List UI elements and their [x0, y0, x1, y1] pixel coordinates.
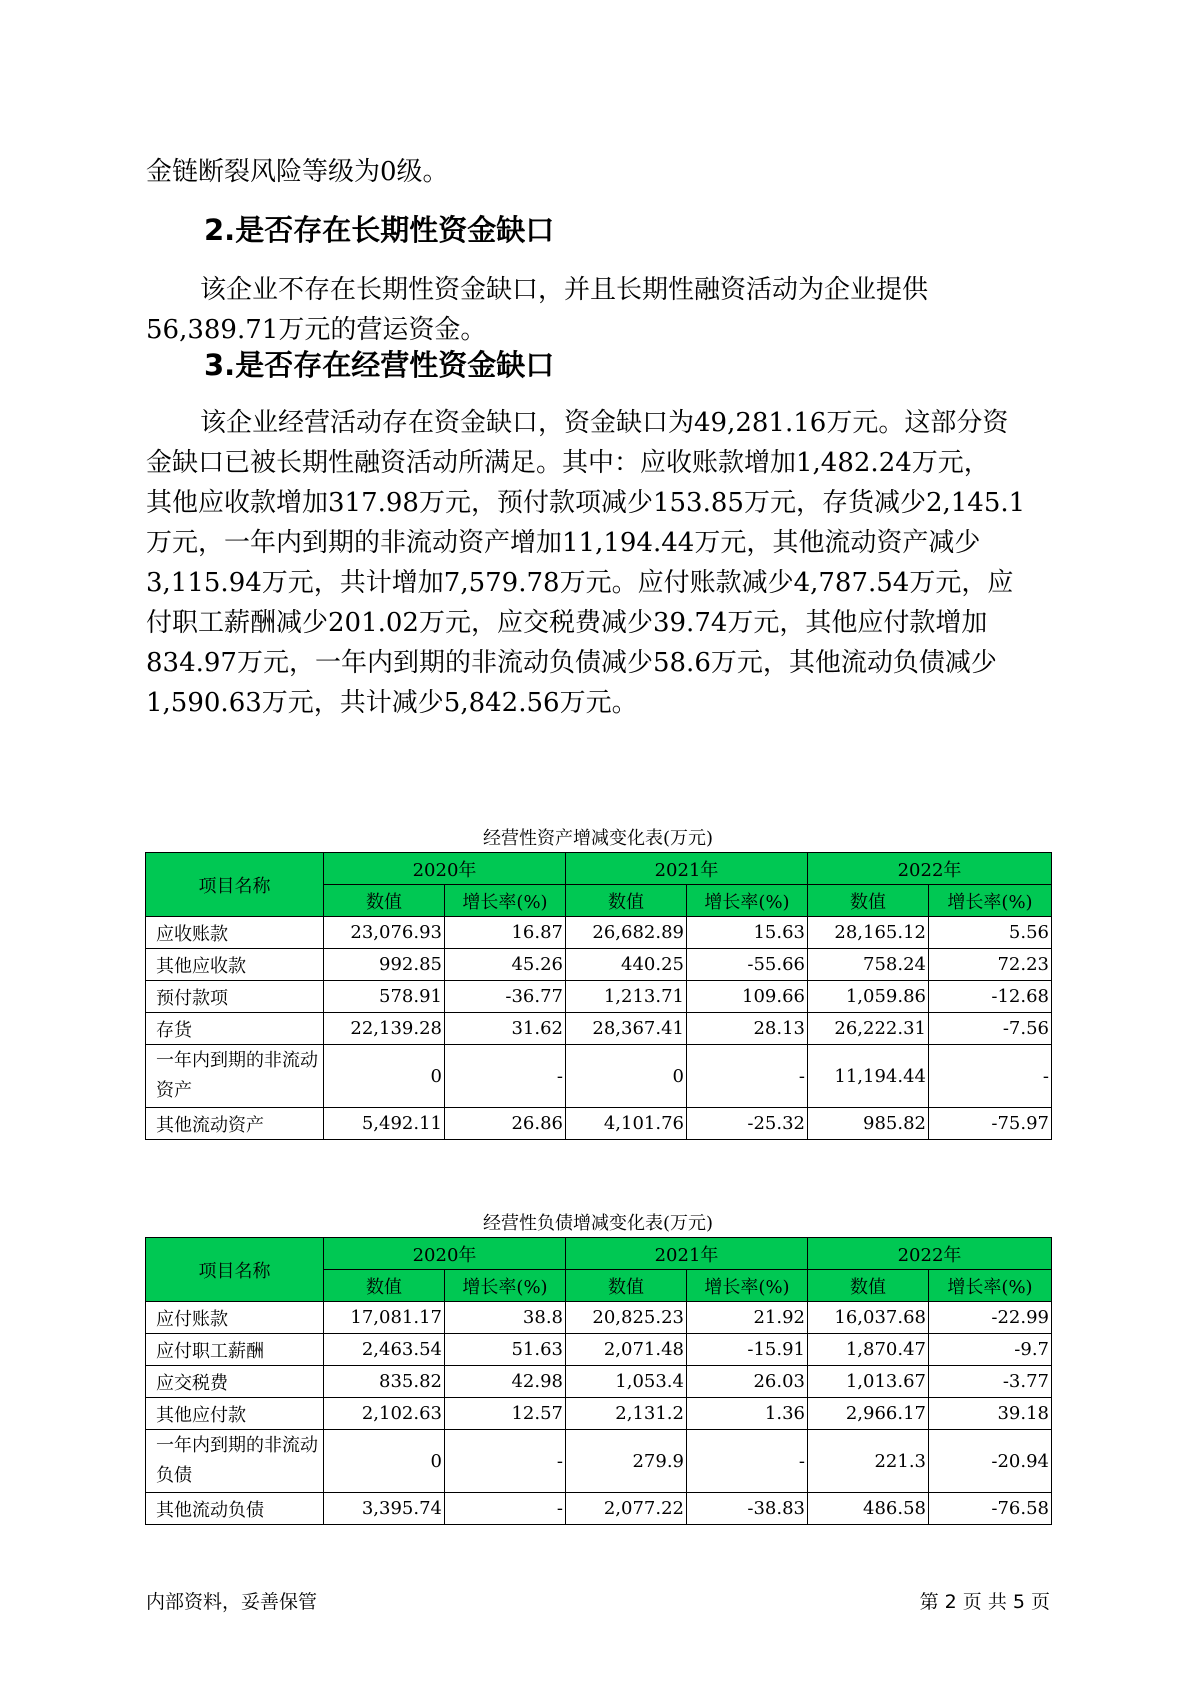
row-name: 其他应收款	[146, 949, 324, 981]
intro-paragraph	[146, 152, 1046, 192]
cell: -	[445, 1493, 566, 1525]
section2-line: 该企业不存在长期性资金缺口，并且长期性融资活动为企业提供	[200, 275, 929, 305]
header-value: 数值	[808, 885, 929, 917]
cell: 2,102.63	[324, 1398, 445, 1430]
cell: 2,077.22	[566, 1493, 687, 1525]
cell: 38.8	[445, 1302, 566, 1334]
row-name: 应交税费	[146, 1366, 324, 1398]
cell: 1.36	[687, 1398, 808, 1430]
cell: 3,395.74	[324, 1493, 445, 1525]
header-year: 2020年	[324, 853, 566, 885]
cell: 2,463.54	[324, 1334, 445, 1366]
header-year: 2022年	[808, 853, 1052, 885]
cell: 21.92	[687, 1302, 808, 1334]
cell: 279.9	[566, 1430, 687, 1493]
section3-line: 834.97万元，一年内到期的非流动负债减少58.6万元，其他流动负债减少	[146, 648, 997, 678]
header-value: 数值	[324, 1270, 445, 1302]
cell: -55.66	[687, 949, 808, 981]
assets-table-caption: 经营性资产增减变化表(万元)	[482, 828, 714, 849]
section3-paragraph	[146, 403, 1046, 723]
cell: 1,213.71	[566, 981, 687, 1013]
assets-table	[145, 852, 1052, 1140]
cell: 0	[324, 1045, 445, 1108]
header-item-name: 项目名称	[146, 1238, 324, 1302]
cell: 5,492.11	[324, 1108, 445, 1140]
cell: 109.66	[687, 981, 808, 1013]
cell: 20,825.23	[566, 1302, 687, 1334]
table-row	[146, 1108, 1052, 1140]
cell: 2,966.17	[808, 1398, 929, 1430]
row-name: 预付款项	[146, 981, 324, 1013]
cell: 72.23	[929, 949, 1052, 981]
cell: 26,682.89	[566, 917, 687, 949]
header-rate: 增长率(%)	[687, 885, 808, 917]
cell: 992.85	[324, 949, 445, 981]
cell: 45.26	[445, 949, 566, 981]
cell: 835.82	[324, 1366, 445, 1398]
cell: -3.77	[929, 1366, 1052, 1398]
cell: 22,139.28	[324, 1013, 445, 1045]
header-year: 2021年	[566, 853, 808, 885]
section2-heading: 2.是否存在长期性资金缺口	[204, 213, 555, 247]
cell: -12.68	[929, 981, 1052, 1013]
cell: 23,076.93	[324, 917, 445, 949]
row-name: 其他应付款	[146, 1398, 324, 1430]
cell: 26.03	[687, 1366, 808, 1398]
row-name: 其他流动负债	[146, 1493, 324, 1525]
table-row	[146, 1366, 1052, 1398]
table-row	[146, 1493, 1052, 1525]
row-name: 应付职工薪酬	[146, 1334, 324, 1366]
cell: 2,071.48	[566, 1334, 687, 1366]
section3-line: 付职工薪酬减少201.02万元，应交税费减少39.74万元，其他应付款增加	[146, 608, 988, 638]
header-value: 数值	[808, 1270, 929, 1302]
footer-confidential: 内部资料，妥善保管	[146, 1591, 318, 1613]
cell: -	[687, 1045, 808, 1108]
table-row	[146, 1013, 1052, 1045]
cell: 1,053.4	[566, 1366, 687, 1398]
cell: -	[445, 1430, 566, 1493]
cell: -20.94	[929, 1430, 1052, 1493]
section3-line: 该企业经营活动存在资金缺口，资金缺口为49,281.16万元。这部分资	[200, 408, 1009, 438]
section3-line: 金缺口已被长期性融资活动所满足。其中：应收账款增加1,482.24万元，	[146, 448, 990, 478]
cell: 985.82	[808, 1108, 929, 1140]
cell: 17,081.17	[324, 1302, 445, 1334]
cell: -25.32	[687, 1108, 808, 1140]
liabilities-table-caption: 经营性负债增减变化表(万元)	[482, 1213, 714, 1234]
section3-line: 1,590.63万元，共计减少5,842.56万元。	[146, 688, 638, 718]
liabilities-table	[145, 1237, 1052, 1525]
table-row	[146, 1045, 1052, 1108]
cell: 16.87	[445, 917, 566, 949]
cell: 26,222.31	[808, 1013, 929, 1045]
header-item-name: 项目名称	[146, 853, 324, 917]
header-value: 数值	[566, 1270, 687, 1302]
table-row	[146, 917, 1052, 949]
cell: 16,037.68	[808, 1302, 929, 1334]
table-row	[146, 949, 1052, 981]
cell: -36.77	[445, 981, 566, 1013]
cell: 0	[324, 1430, 445, 1493]
table-row	[146, 1334, 1052, 1366]
cell: -	[929, 1045, 1052, 1108]
row-name: 其他流动资产	[146, 1108, 324, 1140]
cell: 2,131.2	[566, 1398, 687, 1430]
header-value: 数值	[566, 885, 687, 917]
cell: 221.3	[808, 1430, 929, 1493]
cell: 39.18	[929, 1398, 1052, 1430]
cell: -38.83	[687, 1493, 808, 1525]
header-rate: 增长率(%)	[929, 1270, 1052, 1302]
row-name: 一年内到期的非流动负债	[146, 1430, 324, 1493]
cell: 15.63	[687, 917, 808, 949]
cell: 1,059.86	[808, 981, 929, 1013]
cell: -	[445, 1045, 566, 1108]
cell: 0	[566, 1045, 687, 1108]
cell: 1,013.67	[808, 1366, 929, 1398]
table-row	[146, 1302, 1052, 1334]
table-row	[146, 981, 1052, 1013]
cell: 4,101.76	[566, 1108, 687, 1140]
header-value: 数值	[324, 885, 445, 917]
cell: -22.99	[929, 1302, 1052, 1334]
section3-line: 万元，一年内到期的非流动资产增加11,194.44万元，其他流动资产减少	[146, 528, 981, 558]
header-year: 2022年	[808, 1238, 1052, 1270]
cell: 12.57	[445, 1398, 566, 1430]
cell: 11,194.44	[808, 1045, 929, 1108]
table-row	[146, 1430, 1052, 1493]
row-name: 应收账款	[146, 917, 324, 949]
header-rate: 增长率(%)	[687, 1270, 808, 1302]
header-rate: 增长率(%)	[929, 885, 1052, 917]
cell: 28,165.12	[808, 917, 929, 949]
cell: 1,870.47	[808, 1334, 929, 1366]
cell: 28.13	[687, 1013, 808, 1045]
cell: 51.63	[445, 1334, 566, 1366]
cell: -75.97	[929, 1108, 1052, 1140]
cell: 758.24	[808, 949, 929, 981]
cell: -15.91	[687, 1334, 808, 1366]
row-name: 应付账款	[146, 1302, 324, 1334]
header-rate: 增长率(%)	[445, 885, 566, 917]
header-year: 2021年	[566, 1238, 808, 1270]
cell: 5.56	[929, 917, 1052, 949]
section3-line: 其他应收款增加317.98万元，预付款项减少153.85万元，存货减少2,145.1	[146, 488, 1026, 518]
cell: -76.58	[929, 1493, 1052, 1525]
row-name: 存货	[146, 1013, 324, 1045]
cell: 486.58	[808, 1493, 929, 1525]
cell: 440.25	[566, 949, 687, 981]
cell: 26.86	[445, 1108, 566, 1140]
cell: 42.98	[445, 1366, 566, 1398]
section3-heading: 3.是否存在经营性资金缺口	[204, 348, 555, 382]
section2-paragraph	[146, 270, 1046, 350]
row-name: 一年内到期的非流动资产	[146, 1045, 324, 1108]
cell: -7.56	[929, 1013, 1052, 1045]
intro-line: 金链断裂风险等级为0级。	[146, 157, 449, 187]
table-row	[146, 1398, 1052, 1430]
cell: -	[687, 1430, 808, 1493]
footer-page-number: 第 2 页 共 5 页	[919, 1591, 1050, 1613]
section2-line: 56,389.71万元的营运资金。	[146, 315, 487, 345]
cell: 31.62	[445, 1013, 566, 1045]
cell: -9.7	[929, 1334, 1052, 1366]
header-year: 2020年	[324, 1238, 566, 1270]
section3-line: 3,115.94万元，共计增加7,579.78万元。应付账款减少4,787.54万元，应	[146, 568, 1014, 598]
cell: 578.91	[324, 981, 445, 1013]
cell: 28,367.41	[566, 1013, 687, 1045]
header-rate: 增长率(%)	[445, 1270, 566, 1302]
